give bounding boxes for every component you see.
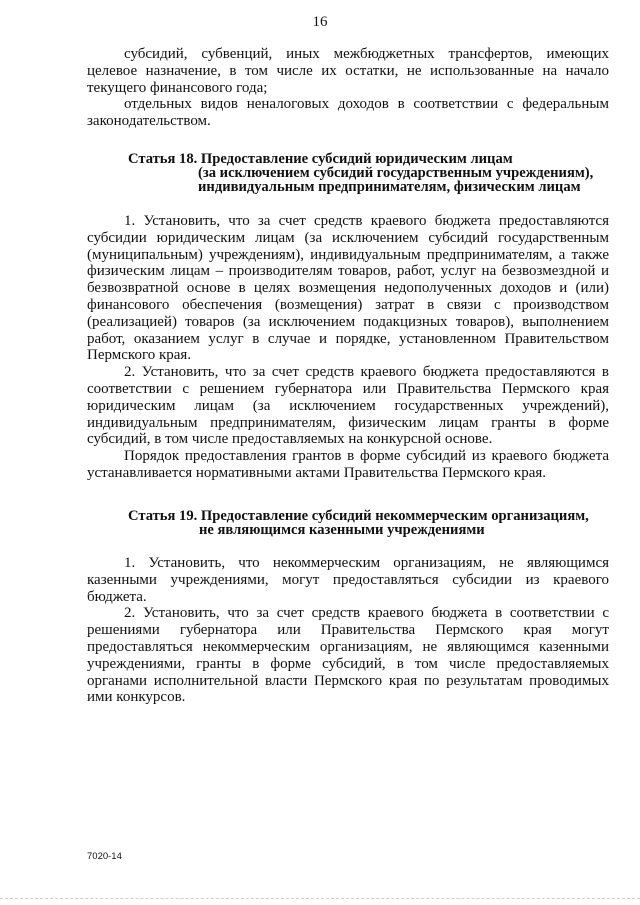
intro-text: [87, 46, 609, 130]
intro-paragraph-2: отдельных видов неналоговых доходов в соответствии с федеральным законодательством.: [87, 96, 609, 130]
article-19-title: [87, 509, 609, 537]
article-19-paragraph-1: 1. Установить, что некоммерческим организациям, не являющимся казенными учреждениями, могут предоставляться субсидии из краевого бюджета.: [87, 555, 609, 605]
article-18-title-line-2: (за исключением субсидий государственным учреждениям),: [198, 165, 594, 182]
article-18-title: [87, 152, 609, 195]
article-18-body: [87, 213, 609, 482]
article-18-paragraph-1: 1. Установить, что за счет средств краевого бюджета предоставляются субсидии юридическим лицам (за исключением субсидий государственным (муниципальным) учреждениям), индивидуальным предпринимателям, а также физическим лицам – производителям товаров, работ, услуг на безвозмездной и безвозвратной основе в целях возмещения недополученных доходов и (или) финансового обеспечения (возмещения) затрат в связи с производством (реализацией) товаров (за исключением подакцизных товаров), выполнением работ, оказанием услуг в случае и порядке, установленном Правительством Пермского края.: [87, 213, 609, 364]
article-19-title-line-1: Статья 19. Предоставление субсидий некоммерческим организациям,: [128, 508, 589, 524]
scan-edge-divider: [0, 898, 640, 905]
article-19-paragraph-2: 2. Установить, что за счет средств краевого бюджета в соответствии с решениями губернатора или Правительства Пермского края могут предоставляться некоммерческим организациям, не являющимся казенными учреждениями, гранты в форме субсидий, в том числе предоставляемых органами исполнительной власти Пермского края по результатам проводимых ими конкурсов.: [87, 605, 609, 706]
article-19-title-line-2: не являющимся казенными учреждениями: [199, 522, 485, 539]
intro-paragraph-1: субсидий, субвенций, иных межбюджетных трансфертов, имеющих целевое назначение, в том числе их остатки, не использованные на начало текущего финансового года;: [87, 46, 609, 96]
document-code: 7020-14: [87, 851, 122, 862]
article-18-paragraph-3: Порядок предоставления грантов в форме субсидий из краевого бюджета устанавливается нормативными актами Правительства Пермского края.: [87, 448, 609, 481]
article-18-paragraph-2: 2. Установить, что за счет средств краевого бюджета предоставляются в соответствии с решением губернатора или Правительства Пермского края юридическим лицам (за исключением государственных учреждений), индивидуальным предпринимателям, физическим лицам гранты в форме субсидий, в том числе предоставляемых на конкурсной основе.: [87, 364, 609, 448]
page-number: 16: [312, 14, 328, 30]
article-19-body: [87, 555, 609, 706]
article-18-title-line-1: Статья 18. Предоставление субсидий юридическим лицам: [128, 151, 513, 167]
article-18-title-line-3: индивидуальным предпринимателям, физическим лицам: [198, 179, 581, 196]
